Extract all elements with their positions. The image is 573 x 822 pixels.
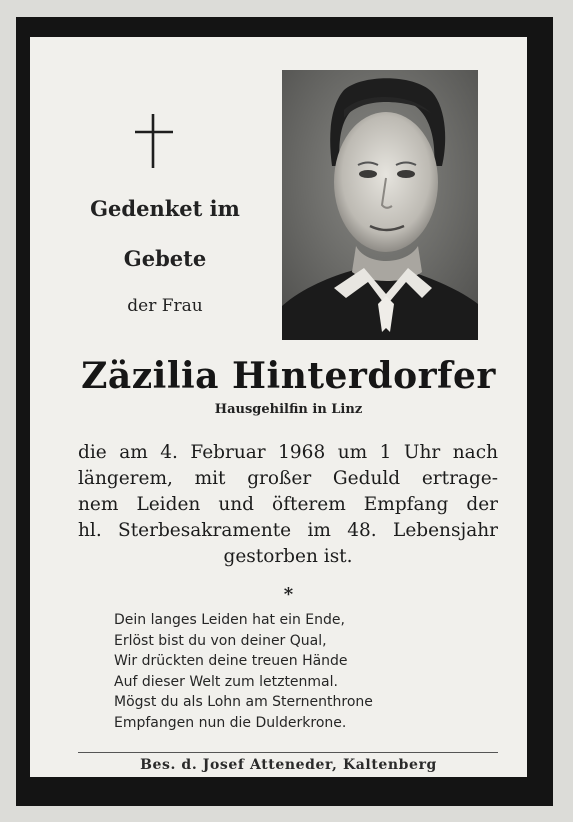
poem-line: Wir drückten deine treuen Hände: [114, 653, 348, 669]
occupation: Hausgehilfin in Linz: [214, 402, 363, 417]
heading-line-1: Gedenket im: [90, 196, 240, 221]
portrait-photo: [282, 70, 478, 340]
notice-line: gestorben ist.: [223, 546, 353, 567]
poem-line: Empfangen nun die Dulderkrone.: [114, 714, 347, 731]
notice-line: längerem, mit großer Geduld ertrage-: [78, 468, 498, 489]
death-notice: [78, 440, 498, 570]
poem-line: Erlöst bist du von deiner Qual,: [114, 632, 327, 649]
divider-line: [78, 752, 498, 753]
separator-asterisk: *: [283, 584, 294, 605]
notice-line: die am 4. Februar 1968 um 1 Uhr nach: [78, 442, 498, 463]
notice-line: nem Leiden und öfterem Empfang der: [78, 494, 498, 515]
poem-line: Auf dieser Welt zum letztenmal.: [114, 673, 338, 690]
poem-line: Dein langes Leiden hat ein Ende,: [114, 612, 345, 628]
memorial-poem: [114, 610, 474, 733]
deceased-name: Zäzilia Hinterdorfer: [81, 355, 496, 397]
notice-line: hl. Sterbesakramente im 48. Lebensjahr: [78, 520, 498, 541]
poem-line: Mögst du als Lohn am Sternenthrone: [114, 694, 373, 710]
salutation: der Frau: [127, 296, 203, 316]
heading-line-2: Gebete: [123, 246, 207, 271]
publisher-credit: Bes. d. Josef Atteneder, Kaltenberg: [140, 757, 437, 773]
